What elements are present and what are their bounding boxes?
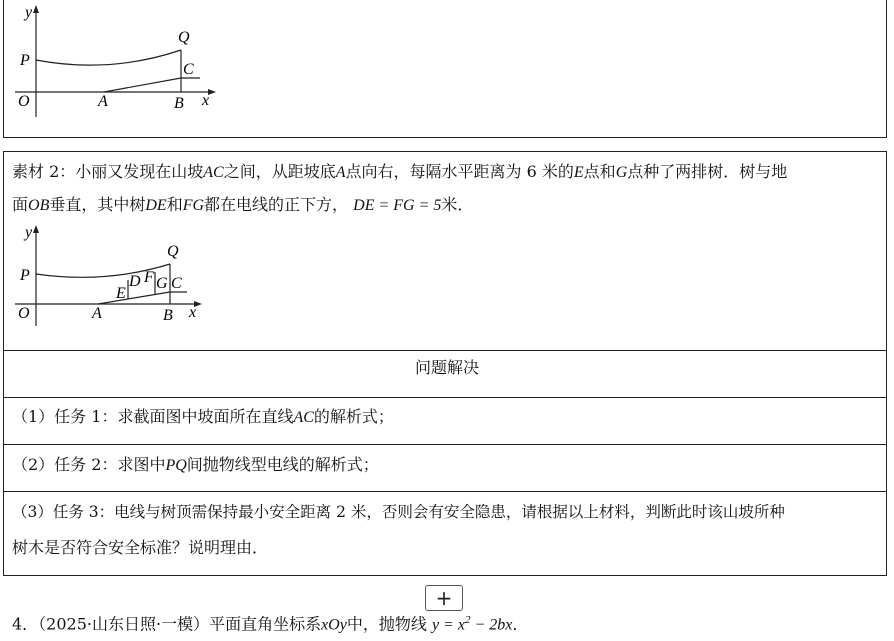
question4-text: 中，抛物线 xyxy=(346,614,427,634)
task3-line1: （3）任务 3：电线与树顶需保持最小安全距离 2 米，否则会有安全隐患，请根据以上材料，判断此时该山坡所种 xyxy=(12,503,785,521)
material2-text: 点和 xyxy=(583,162,616,181)
fig1-slope-line xyxy=(104,78,181,92)
material2-text: 素材 2：小丽又发现在山坡 xyxy=(12,162,204,181)
add-button[interactable]: + xyxy=(425,585,463,611)
fig2-label-d: D xyxy=(129,273,141,290)
material2-text: 面 xyxy=(12,195,29,214)
material2-text: 垂直，其中树 xyxy=(49,195,146,214)
task3-line2: 树木是否符合安全标准？说明理由． xyxy=(12,538,269,557)
material2-math-equation: DE = FG = 5 xyxy=(353,197,442,214)
figure1-diagram xyxy=(10,2,220,122)
material2-math-ac: AC xyxy=(203,164,224,181)
figure2-diagram xyxy=(10,222,210,330)
question4-exponent: 2 xyxy=(464,614,471,626)
material2-math-ob: OB xyxy=(28,197,50,214)
material2-line2 xyxy=(12,188,882,222)
material2-math-fg: FG xyxy=(182,197,205,214)
question4-text: 4．（2025·山东日照·一模）平面直角坐标系 xyxy=(12,614,322,634)
question4-text: ． xyxy=(512,614,529,634)
fig1-label-b: B xyxy=(174,95,184,112)
fig1-label-y: y xyxy=(25,4,33,21)
fig2-slope-line xyxy=(98,292,170,304)
fig1-x-arrow xyxy=(208,89,216,95)
problem-header: 问题解决 xyxy=(414,358,479,377)
task2-text: （2）任务 2：求图中 xyxy=(12,455,166,474)
fig1-label-q: Q xyxy=(178,29,190,46)
fig1-label-p: P xyxy=(20,52,30,69)
task1-text: 的解析式； xyxy=(313,407,394,426)
question4-math-xoy: xOy xyxy=(321,616,347,634)
question4-equation-part1: y = x xyxy=(431,616,465,634)
material2-math-e: E xyxy=(573,164,584,181)
fig1-label-x: x xyxy=(202,92,210,109)
task1-math-ac: AC xyxy=(293,409,314,426)
fig1-y-arrow xyxy=(33,5,39,13)
fig1-label-c: C xyxy=(183,61,194,78)
material2-line1 xyxy=(12,155,882,189)
fig2-y-arrow xyxy=(33,225,39,233)
fig1-label-o: O xyxy=(18,93,30,110)
task1-text: （1）任务 1：求截面图中坡面所在直线 xyxy=(12,407,294,426)
material2-text: 米． xyxy=(441,195,474,214)
fig2-label-q: Q xyxy=(167,243,179,260)
material2-text: 点向右，每隔水平距离为 6 米的 xyxy=(345,162,574,181)
fig2-label-c: C xyxy=(171,275,182,292)
material2-text: 点种了两排树．树与地 xyxy=(627,162,788,181)
fig2-label-a: A xyxy=(92,305,102,322)
material2-text: 和 xyxy=(166,195,183,214)
fig2-label-f: F xyxy=(144,269,154,286)
task2-math-pq: PQ xyxy=(165,457,187,474)
fig2-label-o: O xyxy=(18,305,30,322)
material2-text: 都在电线的正下方， xyxy=(204,195,349,214)
fig2-label-g: G xyxy=(156,275,168,292)
fig2-label-p: P xyxy=(20,267,30,284)
fig2-label-b: B xyxy=(163,307,173,324)
question4 xyxy=(12,604,528,641)
fig2-label-x: x xyxy=(189,304,197,321)
material2-math-g: G xyxy=(615,164,628,181)
fig2-label-e: E xyxy=(116,285,126,302)
material2-math-de: DE xyxy=(145,197,167,214)
task2 xyxy=(12,448,882,482)
material2-text: 之间，从距坡底 xyxy=(223,162,336,181)
task1 xyxy=(12,400,882,434)
task2-text: 间抛物线型电线的解析式； xyxy=(186,455,379,474)
fig1-wire-curve xyxy=(36,50,181,65)
fig1-label-a: A xyxy=(98,93,108,110)
material2-math-a: A xyxy=(335,164,346,181)
question4-equation-part2: − 2bx xyxy=(470,616,513,634)
fig2-label-y: y xyxy=(25,224,33,241)
